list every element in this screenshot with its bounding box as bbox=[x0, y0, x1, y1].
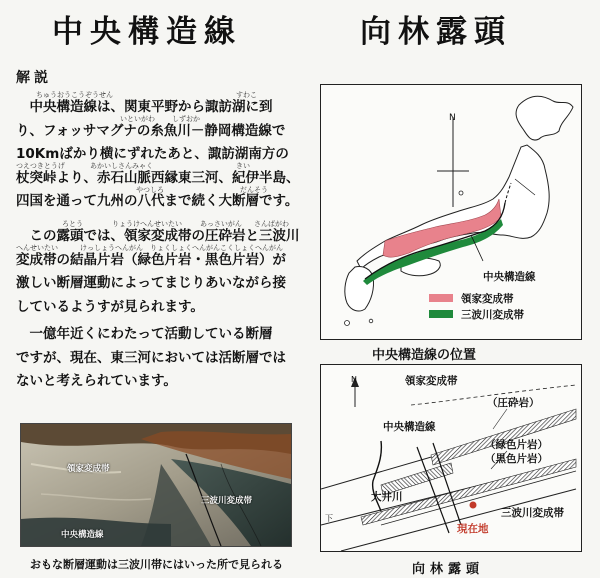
site-label-kokushoku: （黒色片岩） bbox=[485, 453, 548, 465]
ruby-ryoke: りょうけへんせいたい bbox=[112, 220, 182, 228]
explanation-heading: 解説 bbox=[16, 70, 52, 86]
paragraph-line: 杖突峠より、赤石山脈西縁東三河、紀伊半島、 bbox=[16, 169, 300, 186]
ruby-suwa: すわこ bbox=[236, 91, 257, 99]
paragraph-line: り、フォッサマグナの糸魚川－静岡構造線で bbox=[16, 122, 286, 139]
ruby-chuo: ちゅうおうこうぞうせん bbox=[36, 91, 113, 99]
site-label-ooi-river: 大井川 bbox=[371, 491, 403, 503]
ruby-yatsushiro: やつしろ bbox=[136, 186, 164, 194]
ruby-itoigawa: いといがわ bbox=[120, 115, 155, 123]
paragraph-2 bbox=[16, 225, 308, 319]
ruby-kesshou: けっしょうへんがん bbox=[80, 244, 143, 252]
photo-label-sanbagawa: 三波川変成帯 bbox=[201, 496, 253, 506]
ruby-dansou: だんそう bbox=[240, 186, 268, 194]
paragraph-1 bbox=[16, 96, 308, 214]
paragraph-3 bbox=[16, 323, 308, 394]
legend-label-sanbagawa: 三波川変成帯 bbox=[461, 309, 524, 321]
title-chuo-kozosen: 中央構造線 bbox=[52, 14, 242, 50]
paragraph-line: 四国を通って九州の八代まで続く大断層です。 bbox=[16, 193, 299, 209]
paragraph-line: 一億年近くにわたって活動している断層 bbox=[16, 326, 273, 342]
paragraph-line: ですが、現在、東三河においては活断層では bbox=[16, 349, 286, 366]
legend-swatch-sanbagawa bbox=[429, 310, 453, 318]
photo-label-ryoke: 領家変成帯 bbox=[67, 464, 110, 474]
photo-label-mtl: 中央構造線 bbox=[61, 530, 104, 540]
map-caption: 中央構造線の位置 bbox=[372, 348, 477, 363]
paragraph-line: 中央構造線は、関東平野から諏訪湖に到 bbox=[16, 99, 273, 115]
ruby-akaishi: あかいしさんみゃく bbox=[90, 162, 153, 170]
ruby-henseitai: へんせいたい bbox=[16, 244, 58, 252]
japan-map-panel bbox=[320, 84, 582, 340]
ruby-roto: ろとう bbox=[62, 220, 83, 228]
site-caption: 向林露頭 bbox=[412, 562, 485, 577]
paragraph-line: この露頭では、領家変成帯の圧砕岩と三波川 bbox=[16, 228, 300, 244]
ruby-shizuoka: しずおか bbox=[172, 115, 200, 123]
ruby-assai: あっさいがん bbox=[200, 220, 242, 228]
paragraph-line: ないと考えられています。 bbox=[16, 373, 177, 389]
photo-caption: おもな断層運動は三波川帯にはいった所で見られる bbox=[30, 558, 283, 571]
site-label-ryokushoku: （緑色片岩） bbox=[485, 439, 548, 451]
paragraph-line: 変成帯の結晶片岩（緑色片岩・黒色片岩）が bbox=[16, 251, 286, 268]
ruby-kokushoku: こくしょくへんがん bbox=[220, 244, 283, 252]
paragraph-line: 激しい断層運動によってまじりあいながら接 bbox=[16, 275, 286, 291]
site-label-assai: （圧砕岩） bbox=[487, 397, 540, 409]
site-label-down: 下 bbox=[325, 514, 333, 523]
paragraph-line: 10Kmばかり横にずれたあと、諏訪湖南方の bbox=[16, 146, 289, 162]
site-label-sanbagawa: 三波川変成帯 bbox=[501, 507, 564, 519]
site-diagram-panel bbox=[320, 364, 582, 552]
legend-swatch-ryoke bbox=[429, 294, 453, 302]
ruby-tsuetsuki: つえつきとうげ bbox=[16, 162, 65, 170]
ruby-sanbagawa: さんばがわ bbox=[254, 220, 289, 228]
map-north-label: N bbox=[449, 113, 456, 123]
site-north-label: N bbox=[351, 375, 357, 384]
paragraph-line: しているようすが見られます。 bbox=[16, 298, 204, 315]
site-label-current-location: 現在地 bbox=[457, 523, 489, 535]
site-label-mtl: 中央構造線 bbox=[383, 421, 436, 433]
ruby-ryokushoku: りょくしょくへんがん bbox=[150, 244, 220, 252]
outcrop-photo bbox=[20, 423, 292, 547]
title-mukaibayashi-outcrop: 向林露頭 bbox=[360, 14, 512, 50]
ruby-kii: きい bbox=[236, 162, 250, 170]
map-label-mtl: 中央構造線 bbox=[483, 271, 536, 283]
site-label-ryoke: 領家変成帯 bbox=[405, 375, 458, 387]
legend-label-ryoke: 領家変成帯 bbox=[461, 293, 514, 305]
